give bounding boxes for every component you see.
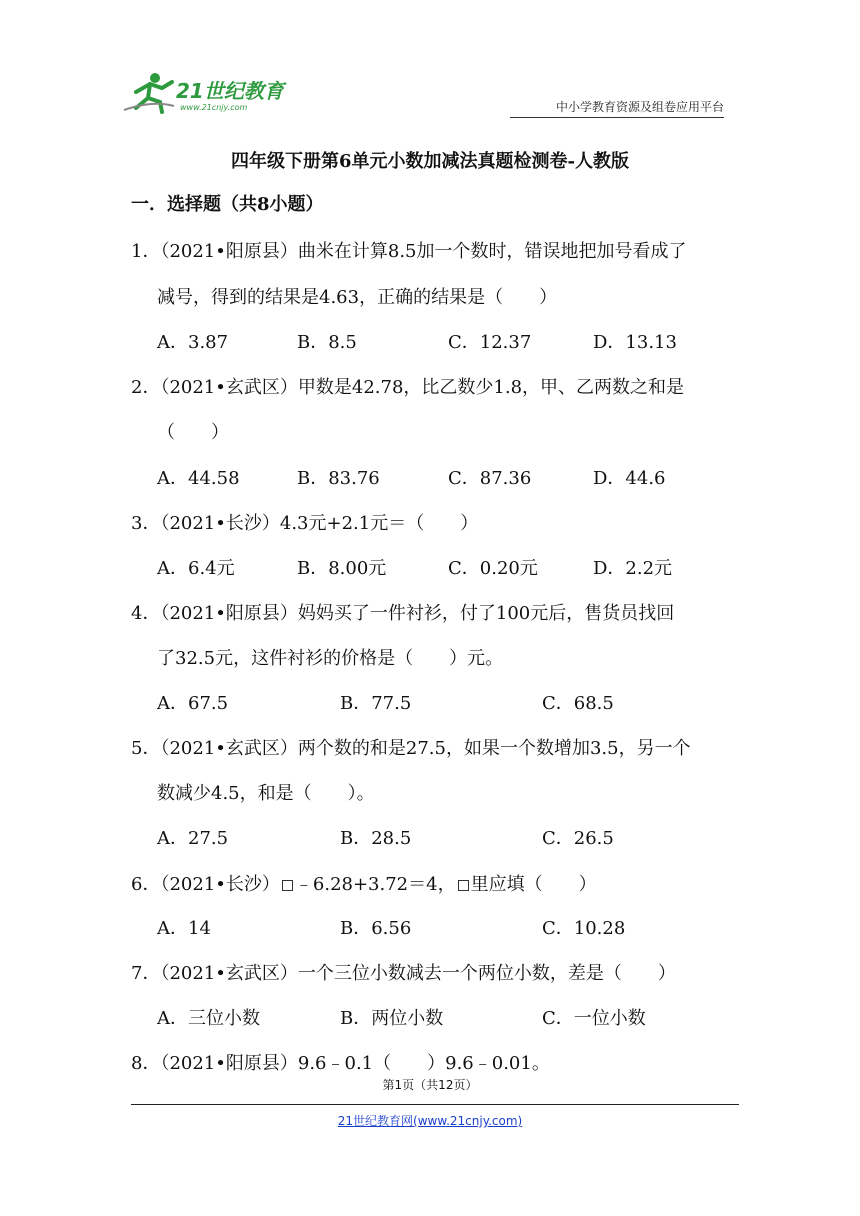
blank-box-icon <box>282 880 293 891</box>
question-3-option-c[interactable]: C．0.20元 <box>448 558 538 579</box>
question-5-option-c[interactable]: C．26.5 <box>542 828 614 849</box>
footer-link[interactable]: 21世纪教育网(www.21cnjy.com) <box>337 1114 523 1128</box>
question-2-option-d[interactable]: D．44.6 <box>593 468 666 489</box>
question-5-option-b[interactable]: B．28.5 <box>340 828 412 849</box>
question-4-option-b[interactable]: B．77.5 <box>340 693 412 714</box>
question-2-line-2: （ ） <box>157 422 229 443</box>
page-title: 四年级下册第6单元小数加减法真题检测卷-人教版 <box>231 151 629 172</box>
question-4-option-c[interactable]: C．68.5 <box>542 693 614 714</box>
question-3-option-d[interactable]: D．2.2元 <box>593 558 673 579</box>
question-4-line-2: 了32.5元，这件衬衫的价格是（ ）元。 <box>157 648 504 669</box>
section-heading: 一．选择题（共8小题） <box>131 194 324 215</box>
question-2-option-a[interactable]: A．44.58 <box>157 468 240 489</box>
footer-divider <box>131 1104 739 1105</box>
question-6-equation: ﹣6.28+3.72＝4， <box>294 874 456 895</box>
question-1-option-b[interactable]: B．8.5 <box>297 332 357 353</box>
blank-box-icon <box>458 880 469 891</box>
question-3-option-a[interactable]: A．6.4元 <box>157 558 235 579</box>
platform-tagline: 中小学教育资源及组卷应用平台 <box>555 100 724 114</box>
question-3-option-b[interactable]: B．8.00元 <box>297 558 387 579</box>
question-5-line-2: 数减少4.5，和是（ ）。 <box>157 783 375 804</box>
question-7-option-b[interactable]: B．两位小数 <box>340 1008 444 1029</box>
header-divider <box>510 117 724 118</box>
question-5-line-1: 5．（2021•玄武区）两个数的和是27.5，如果一个数增加3.5，另一个 <box>131 738 691 759</box>
question-1-option-a[interactable]: A．3.87 <box>157 332 229 353</box>
question-4-option-a[interactable]: A．67.5 <box>157 693 229 714</box>
question-5-option-a[interactable]: A．27.5 <box>157 828 229 849</box>
question-1-line-1: 1．（2021•阳原县）曲米在计算8.5加一个数时，错误地把加号看成了 <box>131 241 687 262</box>
question-4-line-1: 4．（2021•阳原县）妈妈买了一件衬衫，付了100元后，售货员找回 <box>131 603 675 624</box>
question-8-line-1: 8．（2021•阳原县）9.6﹣0.1（ ）9.6﹣0.01。 <box>131 1053 550 1074</box>
logo <box>122 70 292 116</box>
question-6-suffix: 里应填（ ） <box>470 874 597 895</box>
question-6-prefix: 6．（2021•长沙） <box>131 874 280 895</box>
svg-text:www.21cnjy.com: www.21cnjy.com <box>180 103 248 112</box>
question-6-option-b[interactable]: B．6.56 <box>340 918 412 939</box>
question-6-line-1 <box>131 870 597 896</box>
question-6-option-c[interactable]: C．10.28 <box>542 918 626 939</box>
question-7-line-1: 7．（2021•玄武区）一个三位小数减去一个两位小数，差是（ ） <box>131 963 676 984</box>
question-1-line-2: 减号，得到的结果是4.63，正确的结果是（ ） <box>157 287 558 308</box>
question-7-option-a[interactable]: A．三位小数 <box>157 1008 260 1029</box>
question-3-line-1: 3．（2021•长沙）4.3元+2.1元＝（ ） <box>131 513 479 534</box>
page-number: 第1页（共12页） <box>382 1078 478 1092</box>
question-2-option-c[interactable]: C．87.36 <box>448 468 532 489</box>
svg-text:21世纪教育: 21世纪教育 <box>176 79 284 103</box>
question-6-option-a[interactable]: A．14 <box>157 918 211 939</box>
question-2-line-1: 2．（2021•玄武区）甲数是42.78，比乙数少1.8，甲、乙两数之和是 <box>131 377 685 398</box>
question-1-option-d[interactable]: D．13.13 <box>593 332 677 353</box>
question-2-option-b[interactable]: B．83.76 <box>297 468 380 489</box>
question-7-option-c[interactable]: C．一位小数 <box>542 1008 646 1029</box>
question-1-option-c[interactable]: C．12.37 <box>448 332 532 353</box>
